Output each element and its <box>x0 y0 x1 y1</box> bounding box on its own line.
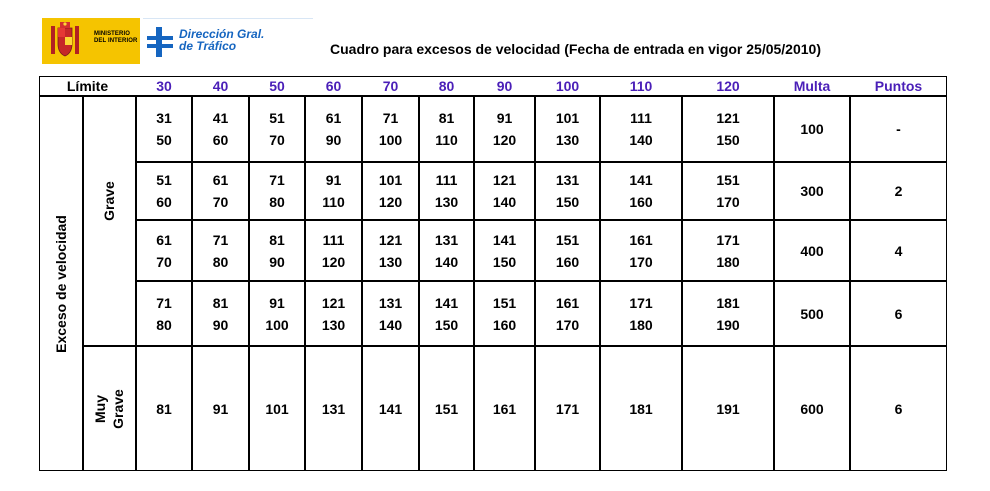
range-max: 70 <box>212 194 229 210</box>
muy-grave-multa: 600 <box>800 400 824 417</box>
speed-range-cell <box>535 292 600 336</box>
range-min: 131 <box>555 172 580 188</box>
range-max: 140 <box>492 194 517 210</box>
speed-range-cell <box>362 169 419 213</box>
range-max: 170 <box>629 253 653 270</box>
multa-value: 500 <box>800 305 824 322</box>
range-max: 180 <box>629 316 653 333</box>
range-max: 80 <box>269 194 285 210</box>
range-max: 130 <box>321 316 346 333</box>
puntos-value: - <box>896 121 901 137</box>
muy-grave-value: 91 <box>212 400 229 417</box>
range-max: 150 <box>492 253 517 270</box>
speed-range-cell <box>682 169 774 213</box>
range-min: 151 <box>716 172 740 188</box>
range-max: 130 <box>434 194 459 210</box>
range-max: 170 <box>716 194 740 210</box>
muy-grave-value: 131 <box>321 400 346 417</box>
range-max: 190 <box>716 316 740 333</box>
muy-grave-label-1: Muy <box>92 394 108 423</box>
range-min: 51 <box>269 110 285 126</box>
range-min: 91 <box>496 110 513 126</box>
header-limit-110: 110 <box>629 78 653 94</box>
speed-range-cell <box>136 292 192 336</box>
speed-range-cell <box>682 229 774 273</box>
header-limit-90: 90 <box>496 78 513 94</box>
speed-range-cell <box>136 229 192 273</box>
dgt-label-1: Dirección Gral. <box>179 27 265 41</box>
range-max: 120 <box>321 253 346 270</box>
speed-range-cell <box>362 229 419 273</box>
muy-grave-value: 141 <box>378 400 403 417</box>
muy-grave-value: 161 <box>492 400 517 417</box>
range-min: 121 <box>492 172 517 188</box>
range-min: 121 <box>716 110 740 126</box>
range-max: 160 <box>555 253 580 270</box>
range-max: 130 <box>555 132 580 148</box>
range-max: 150 <box>434 316 459 333</box>
speed-range-cell <box>419 292 474 336</box>
muy-grave-value: 181 <box>629 400 653 417</box>
ministerio-label-2: DEL INTERIOR <box>94 38 138 44</box>
multa-value: 400 <box>800 242 824 259</box>
range-min: 121 <box>378 231 403 248</box>
range-min: 171 <box>629 294 653 311</box>
range-max: 150 <box>555 194 580 210</box>
range-min: 91 <box>325 172 342 188</box>
range-min: 141 <box>629 172 653 188</box>
range-min: 171 <box>716 231 740 248</box>
dgt-label-2: de Tráfico <box>179 39 237 53</box>
range-max: 100 <box>378 132 403 148</box>
header-limit-40: 40 <box>212 78 229 94</box>
header-multa: Multa <box>793 78 831 94</box>
range-max: 60 <box>212 132 229 148</box>
speed-range-cell <box>600 107 682 151</box>
speed-range-cell <box>474 229 535 273</box>
range-min: 71 <box>156 294 172 311</box>
range-min: 101 <box>378 172 403 188</box>
range-max: 130 <box>378 253 403 270</box>
range-max: 110 <box>322 194 345 210</box>
range-max: 150 <box>716 132 740 148</box>
range-min: 181 <box>716 294 740 311</box>
range-max: 120 <box>378 194 403 210</box>
speed-range-cell <box>305 107 362 151</box>
header-limit-80: 80 <box>438 78 455 94</box>
speed-range-cell <box>305 292 362 336</box>
header-puntos: Puntos <box>874 78 923 94</box>
range-max: 140 <box>629 132 653 148</box>
dgt-emblem-icon <box>147 27 173 57</box>
range-min: 111 <box>435 172 458 188</box>
dgt-text <box>179 28 264 52</box>
speed-range-cell <box>600 229 682 273</box>
speed-range-cell <box>305 229 362 273</box>
speed-range-cell <box>136 169 192 213</box>
range-min: 161 <box>629 231 653 248</box>
range-min: 131 <box>378 294 403 311</box>
range-max: 50 <box>156 132 172 148</box>
grave-label: Grave <box>101 181 117 221</box>
range-min: 111 <box>322 231 345 248</box>
range-min: 151 <box>492 294 517 311</box>
range-min: 71 <box>382 110 399 126</box>
coat-of-arms-icon <box>48 22 82 60</box>
speed-range-cell <box>600 292 682 336</box>
side-label: Exceso de velocidad <box>53 214 69 353</box>
speed-range-cell <box>249 107 305 151</box>
range-min: 61 <box>325 110 342 126</box>
range-min: 151 <box>555 231 580 248</box>
range-min: 71 <box>212 231 229 248</box>
speed-range-cell <box>136 107 192 151</box>
multa-value: 300 <box>800 183 824 199</box>
range-min: 111 <box>630 110 652 126</box>
multa-value: 100 <box>800 121 824 137</box>
muy-grave-puntos: 6 <box>894 400 903 417</box>
muy-grave-label <box>91 379 127 439</box>
range-min: 91 <box>269 294 285 311</box>
range-max: 70 <box>156 253 172 270</box>
muy-grave-value: 81 <box>156 400 172 417</box>
speed-range-cell <box>192 229 249 273</box>
muy-grave-label-2: Grave <box>110 388 126 429</box>
header-limit-100: 100 <box>555 78 580 94</box>
speed-range-cell <box>535 229 600 273</box>
range-min: 51 <box>156 172 172 188</box>
range-min: 141 <box>434 294 459 311</box>
range-max: 160 <box>629 194 653 210</box>
header-limit-60: 60 <box>325 78 342 94</box>
range-min: 71 <box>269 172 285 188</box>
speed-range-cell <box>249 229 305 273</box>
header-limit-70: 70 <box>382 78 399 94</box>
puntos-value: 4 <box>894 242 903 259</box>
ministerio-interior-logo <box>42 18 140 64</box>
header-limit-120: 120 <box>716 78 740 94</box>
muy-grave-value: 171 <box>555 400 580 417</box>
range-max: 180 <box>716 253 740 270</box>
speed-range-cell <box>419 169 474 213</box>
range-max: 90 <box>212 316 229 333</box>
range-max: 140 <box>434 253 459 270</box>
range-max: 80 <box>156 316 172 333</box>
range-max: 60 <box>156 194 172 210</box>
header-limit-30: 30 <box>156 78 172 94</box>
speed-range-cell <box>600 169 682 213</box>
ministerio-label-1: MINISTERIO <box>94 31 131 37</box>
range-max: 90 <box>269 253 285 270</box>
range-min: 41 <box>212 110 229 126</box>
muy-grave-value: 191 <box>716 400 740 417</box>
speed-range-cell <box>474 107 535 151</box>
speed-range-cell <box>535 169 600 213</box>
speed-excess-table <box>39 76 947 471</box>
puntos-value: 2 <box>894 183 903 199</box>
range-min: 161 <box>555 294 580 311</box>
range-min: 131 <box>434 231 459 248</box>
puntos-value: 6 <box>894 305 903 322</box>
range-min: 61 <box>212 172 229 188</box>
header-limite: Límite <box>66 78 109 94</box>
speed-range-cell <box>419 107 474 151</box>
range-min: 81 <box>438 110 455 126</box>
speed-range-cell <box>419 229 474 273</box>
range-min: 81 <box>212 294 229 311</box>
speed-range-cell <box>249 292 305 336</box>
range-min: 61 <box>156 231 172 248</box>
range-min: 141 <box>492 231 517 248</box>
range-max: 170 <box>555 316 580 333</box>
speed-range-cell <box>474 292 535 336</box>
range-min: 121 <box>321 294 346 311</box>
ministerio-text <box>94 31 137 45</box>
header-limit-50: 50 <box>269 78 285 94</box>
speed-range-cell <box>192 292 249 336</box>
range-max: 70 <box>269 132 285 148</box>
muy-grave-value: 151 <box>434 400 459 417</box>
speed-range-cell <box>682 292 774 336</box>
range-max: 160 <box>492 316 517 333</box>
range-max: 120 <box>492 132 517 148</box>
speed-range-cell <box>474 169 535 213</box>
speed-range-cell <box>305 169 362 213</box>
speed-range-cell <box>362 292 419 336</box>
range-min: 31 <box>156 110 172 126</box>
speed-range-cell <box>535 107 600 151</box>
muy-grave-value: 101 <box>265 400 289 417</box>
speed-range-cell <box>192 169 249 213</box>
range-min: 81 <box>269 231 285 248</box>
speed-range-cell <box>682 107 774 151</box>
range-max: 110 <box>435 132 458 148</box>
range-max: 100 <box>265 316 289 333</box>
range-max: 80 <box>212 253 229 270</box>
dgt-logo <box>143 18 313 65</box>
range-max: 90 <box>325 132 342 148</box>
range-min: 101 <box>555 110 580 126</box>
page-title: Cuadro para excesos de velocidad (Fecha de entrada en vigor 25/05/2010) <box>330 41 821 57</box>
speed-range-cell <box>192 107 249 151</box>
range-max: 140 <box>378 316 403 333</box>
speed-range-cell <box>249 169 305 213</box>
speed-range-cell <box>362 107 419 151</box>
